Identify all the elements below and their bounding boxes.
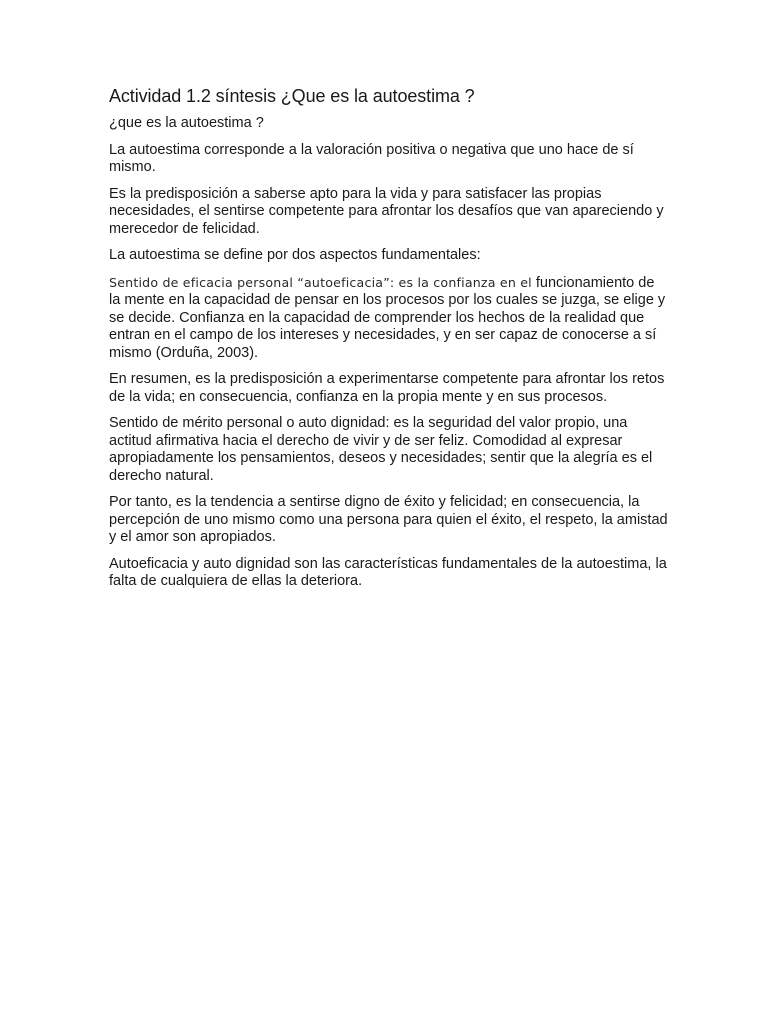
paragraph-definition: La autoestima corresponde a la valoración positiva o negativa que uno hace de sí mismo. <box>109 141 634 175</box>
paragraph-merito: Sentido de mérito personal o auto dignidad: es la seguridad del valor propio, una actitud afirmativa hacia el derecho de vivir y de ser feliz. Comodidad al expresar apropiadamente los pensamientos, deseos y necesidades; sentir que la alegría es el derecho natural. <box>109 415 653 484</box>
eficacia-lead-text: Sentido de eficacia personal “autoeficacia”: es la confianza en el <box>109 274 532 290</box>
paragraph-eficacia <box>109 274 669 363</box>
paragraph-summary: En resumen, es la predisposición a experimentarse competente para afrontar los retos de la vida; en consecuencia, confianza en la propia mente y en sus procesos. <box>109 371 665 405</box>
eficacia-rest-text: funcionamiento de la mente en la capacidad de pensar en los procesos por los cuales se juzga, se elige y se decide. Confianza en la capacidad de comprender los hechos de la realidad que entran en el campo de los intereses y necesidades, y en ser capaz de conocerse a sí mismo (Orduña, 2003). <box>109 274 666 361</box>
paragraph-predisposition: Es la predisposición a saberse apto para la vida y para satisfacer las propias necesidades, el sentirse competente para afrontar los desafíos que van apareciendo y merecedor de felicidad. <box>109 185 664 237</box>
document-title: Actividad 1.2 síntesis ¿Que es la autoestima ? <box>109 86 475 106</box>
paragraph-conclusion: Autoeficacia y auto dignidad son las características fundamentales de la autoestima, la falta de cualquiera de ellas la deteriora. <box>109 555 667 589</box>
paragraph-therefore: Por tanto, es la tendencia a sentirse digno de éxito y felicidad; en consecuencia, la percepción de uno mismo como una persona para quien el éxito, el respeto, la amistad y el amor son apropiados. <box>109 494 668 545</box>
paragraph-aspects-intro: La autoestima se define por dos aspectos fundamentales: <box>109 247 481 263</box>
paragraph-question: ¿que es la autoestima ? <box>109 115 264 131</box>
document-body <box>109 84 669 600</box>
